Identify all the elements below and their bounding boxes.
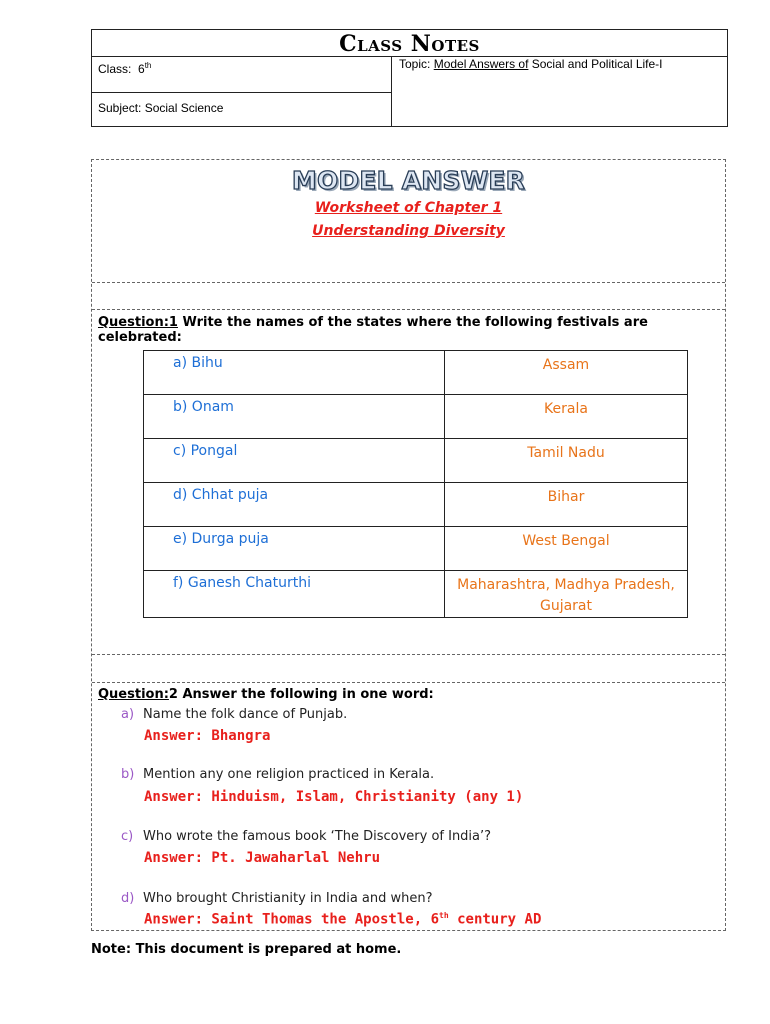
state-cell (445, 483, 688, 527)
model-answer-box (91, 159, 726, 931)
worksheet-line: Worksheet of Chapter 1 (314, 200, 503, 216)
item-letter: a) (121, 707, 135, 722)
class-value: 6 (138, 62, 145, 76)
topic-field (399, 57, 663, 71)
class-notes-header (91, 29, 728, 127)
state-cell (445, 351, 688, 395)
festival-cell (144, 483, 445, 527)
state-name: Bihar (547, 489, 585, 505)
subject-field: Subject: Social Science (98, 101, 224, 115)
class-sup: th (144, 61, 152, 70)
state-name: West Bengal (522, 533, 610, 549)
answer-2d (144, 911, 541, 928)
subject-cell (92, 93, 392, 126)
question-2d (121, 891, 433, 906)
item-letter: d) (121, 891, 135, 906)
answer-2d-text: Answer: Saint Thomas the Apostle, 6 (144, 911, 440, 928)
festival-cell (144, 395, 445, 439)
table-row (144, 439, 688, 483)
festival-name: e) Durga puja (173, 531, 269, 547)
state-cell (445, 395, 688, 439)
state-name: Maharashtra, Madhya Pradesh, Gujarat (457, 577, 675, 614)
topic-rest: Social and Political Life-I (528, 57, 663, 71)
question-2b (121, 767, 434, 782)
class-field (98, 61, 151, 76)
festival-name: f) Ganesh Chaturthi (173, 575, 311, 591)
state-name: Assam (542, 357, 590, 373)
chapter-line: Understanding Diversity (312, 223, 505, 239)
table-row (144, 483, 688, 527)
class-cell (92, 57, 392, 93)
question-1-text: Write the names of the states where the following festivals are celebrated: (98, 315, 648, 345)
divider (92, 282, 725, 283)
answer-2a: Answer: Bhangra (144, 728, 271, 744)
festival-cell (144, 439, 445, 483)
answer-2c: Answer: Pt. Jawaharlal Nehru (144, 850, 381, 866)
state-cell (445, 439, 688, 483)
item-question: Name the folk dance of Punjab. (143, 707, 348, 722)
table-row (144, 527, 688, 571)
header-title-row (92, 30, 727, 57)
festival-name: b) Onam (173, 399, 234, 415)
festival-name: a) Bihu (173, 355, 223, 371)
state-name: Tamil Nadu (527, 445, 605, 461)
state-cell (445, 527, 688, 571)
question-1 (98, 315, 725, 345)
class-label: Class: (98, 62, 132, 76)
festival-cell (144, 527, 445, 571)
table-row (144, 351, 688, 395)
festival-name: d) Chhat puja (173, 487, 269, 503)
header-title: Class Notes (339, 31, 480, 57)
question-2-num-suffix: 2 (168, 687, 178, 702)
question-2-number: Question: (98, 687, 169, 702)
header-left-column (92, 57, 392, 126)
question-1-number: Question:1 (98, 315, 178, 330)
table-row (144, 571, 688, 618)
festival-cell (144, 351, 445, 395)
footer-note: Note: This document is prepared at home. (91, 942, 402, 957)
item-letter: b) (121, 767, 135, 782)
divider (92, 654, 725, 655)
divider (92, 309, 725, 310)
divider (92, 682, 725, 683)
answer-2d-tail: century AD (448, 911, 542, 928)
festival-cell (144, 571, 445, 618)
item-question: Mention any one religion practiced in Kerala. (143, 767, 435, 782)
question-2c (121, 829, 491, 844)
question-2 (98, 687, 434, 702)
answer-2b: Answer: Hinduism, Islam, Christianity (any 1) (144, 789, 524, 805)
item-question: Who brought Christianity in India and when? (143, 891, 433, 906)
question-2-text: Answer the following in one word: (177, 687, 434, 702)
topic-label: Topic: (399, 57, 431, 71)
festival-table (143, 350, 688, 618)
answer-2d-sup: th (439, 911, 449, 920)
state-name: Kerala (544, 401, 588, 417)
item-question: Who wrote the famous book ‘The Discovery of India’? (143, 829, 492, 844)
question-2a (121, 707, 347, 722)
topic-underlined: Model Answers of (433, 57, 529, 71)
table-row (144, 395, 688, 439)
model-answer-title: MODEL ANSWER (291, 166, 526, 195)
item-letter: c) (121, 829, 134, 844)
state-cell (445, 571, 688, 618)
festival-name: c) Pongal (173, 443, 238, 459)
